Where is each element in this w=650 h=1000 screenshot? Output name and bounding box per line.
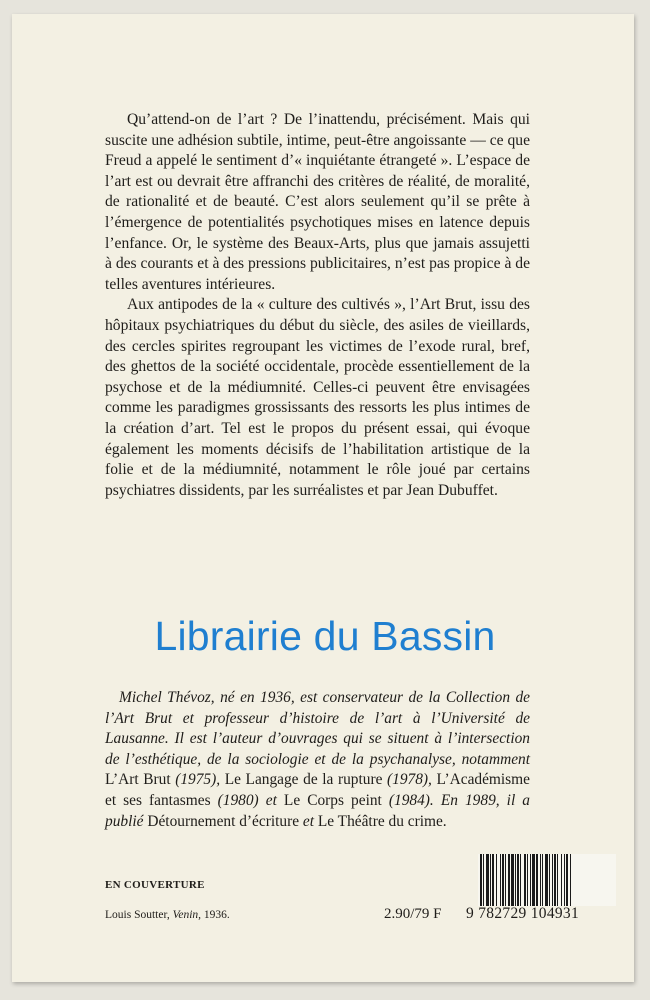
book-year-1: (1975), — [175, 771, 221, 789]
book-title-theatre: Le Théâtre du crime. — [317, 812, 447, 830]
book-title-academisme: L’Académisme et ses fantasmes — [105, 771, 530, 809]
isbn-lead-digit: 9 — [466, 905, 475, 922]
blurb-paragraph-2: Aux antipodes de la « culture des cultivés », l’Art Brut, issu des hôpitaux psychiatriques du début du siècle, des asiles de vieillards, des cercles spirites regroupant les victimes de l’exode rural, bref, des ghettos de la société occidentale, procède essentiellement de la psychose et de la médiumnité. Celles-ci peuvent être envisagées comme les paradigmes grossissants des ressorts les plus intimes de la création d’art. Tel est le propos du présent essai, qui évoque également les moments décisifs de l’habilitation artistique de la folie et de la médiumnité, notamment le rôle joué par certains psychiatres dissidents, par les surréalistes et par Jean Dubuffet. — [105, 296, 530, 499]
conjunction-1: et — [265, 791, 277, 809]
book-title-detournement: Détournement d’écriture — [147, 812, 300, 830]
cover-work-title: Venin, — [172, 909, 202, 921]
barcode — [478, 854, 616, 906]
book-year-2: (1978), — [387, 771, 432, 789]
barcode-icon — [478, 854, 616, 906]
book-title-corps-peint: Le Corps peint — [283, 791, 382, 809]
cover-work-year: 1936. — [203, 909, 230, 921]
blurb-text — [105, 110, 530, 501]
cover-label: EN COUVERTURE — [105, 879, 205, 891]
book-year-4: (1984). En 1989, il a publié — [105, 791, 530, 830]
price-code: 2.90/79 F — [384, 906, 442, 922]
book-year-3: (1980) — [217, 791, 259, 809]
bio-intro: Michel Thévoz, né en 1936, est conservateur de la Collection de l’Art Brut et professeur d’histoire de l’art à l’Université de Lausanne. Il est l’auteur d’ouvrages qui se situent à l’intersection de l’esthétique, de la sociologie et de la psychanalyse, notamment — [105, 689, 530, 768]
cover-artist: Louis Soutter, — [105, 909, 170, 921]
isbn-digits — [466, 905, 579, 923]
cover-credit — [105, 909, 230, 921]
isbn-number: 782729 104931 — [478, 905, 580, 922]
book-title-langage: Le Langage de la rupture — [224, 771, 383, 789]
bookstore-watermark: Librairie du Bassin — [154, 613, 496, 659]
author-bio — [105, 688, 530, 832]
blurb-paragraph-1: Qu’attend-on de l’art ? De l’inattendu, précisément. Mais qui suscite une adhésion subtile, intime, peut-être angoissante — ce que Freud a appelé le sentiment d’« inquiétante étrangeté ». L’espace de l’art est ou devrait être affranchi des critères de réalité, de moralité, de rationalité et de beauté. C’est alors seulement qu’il se prête à l’émergence de potentialités psychotiques mises en latence depuis l’enfance. Or, le système des Beaux-Arts, plus que jamais assujetti à des courants et à des pressions publicitaires, n’est pas propice à de telles aventures intérieures. — [105, 111, 530, 293]
conjunction-2: et — [302, 812, 315, 830]
book-title-art-brut: L’Art Brut — [105, 771, 171, 789]
